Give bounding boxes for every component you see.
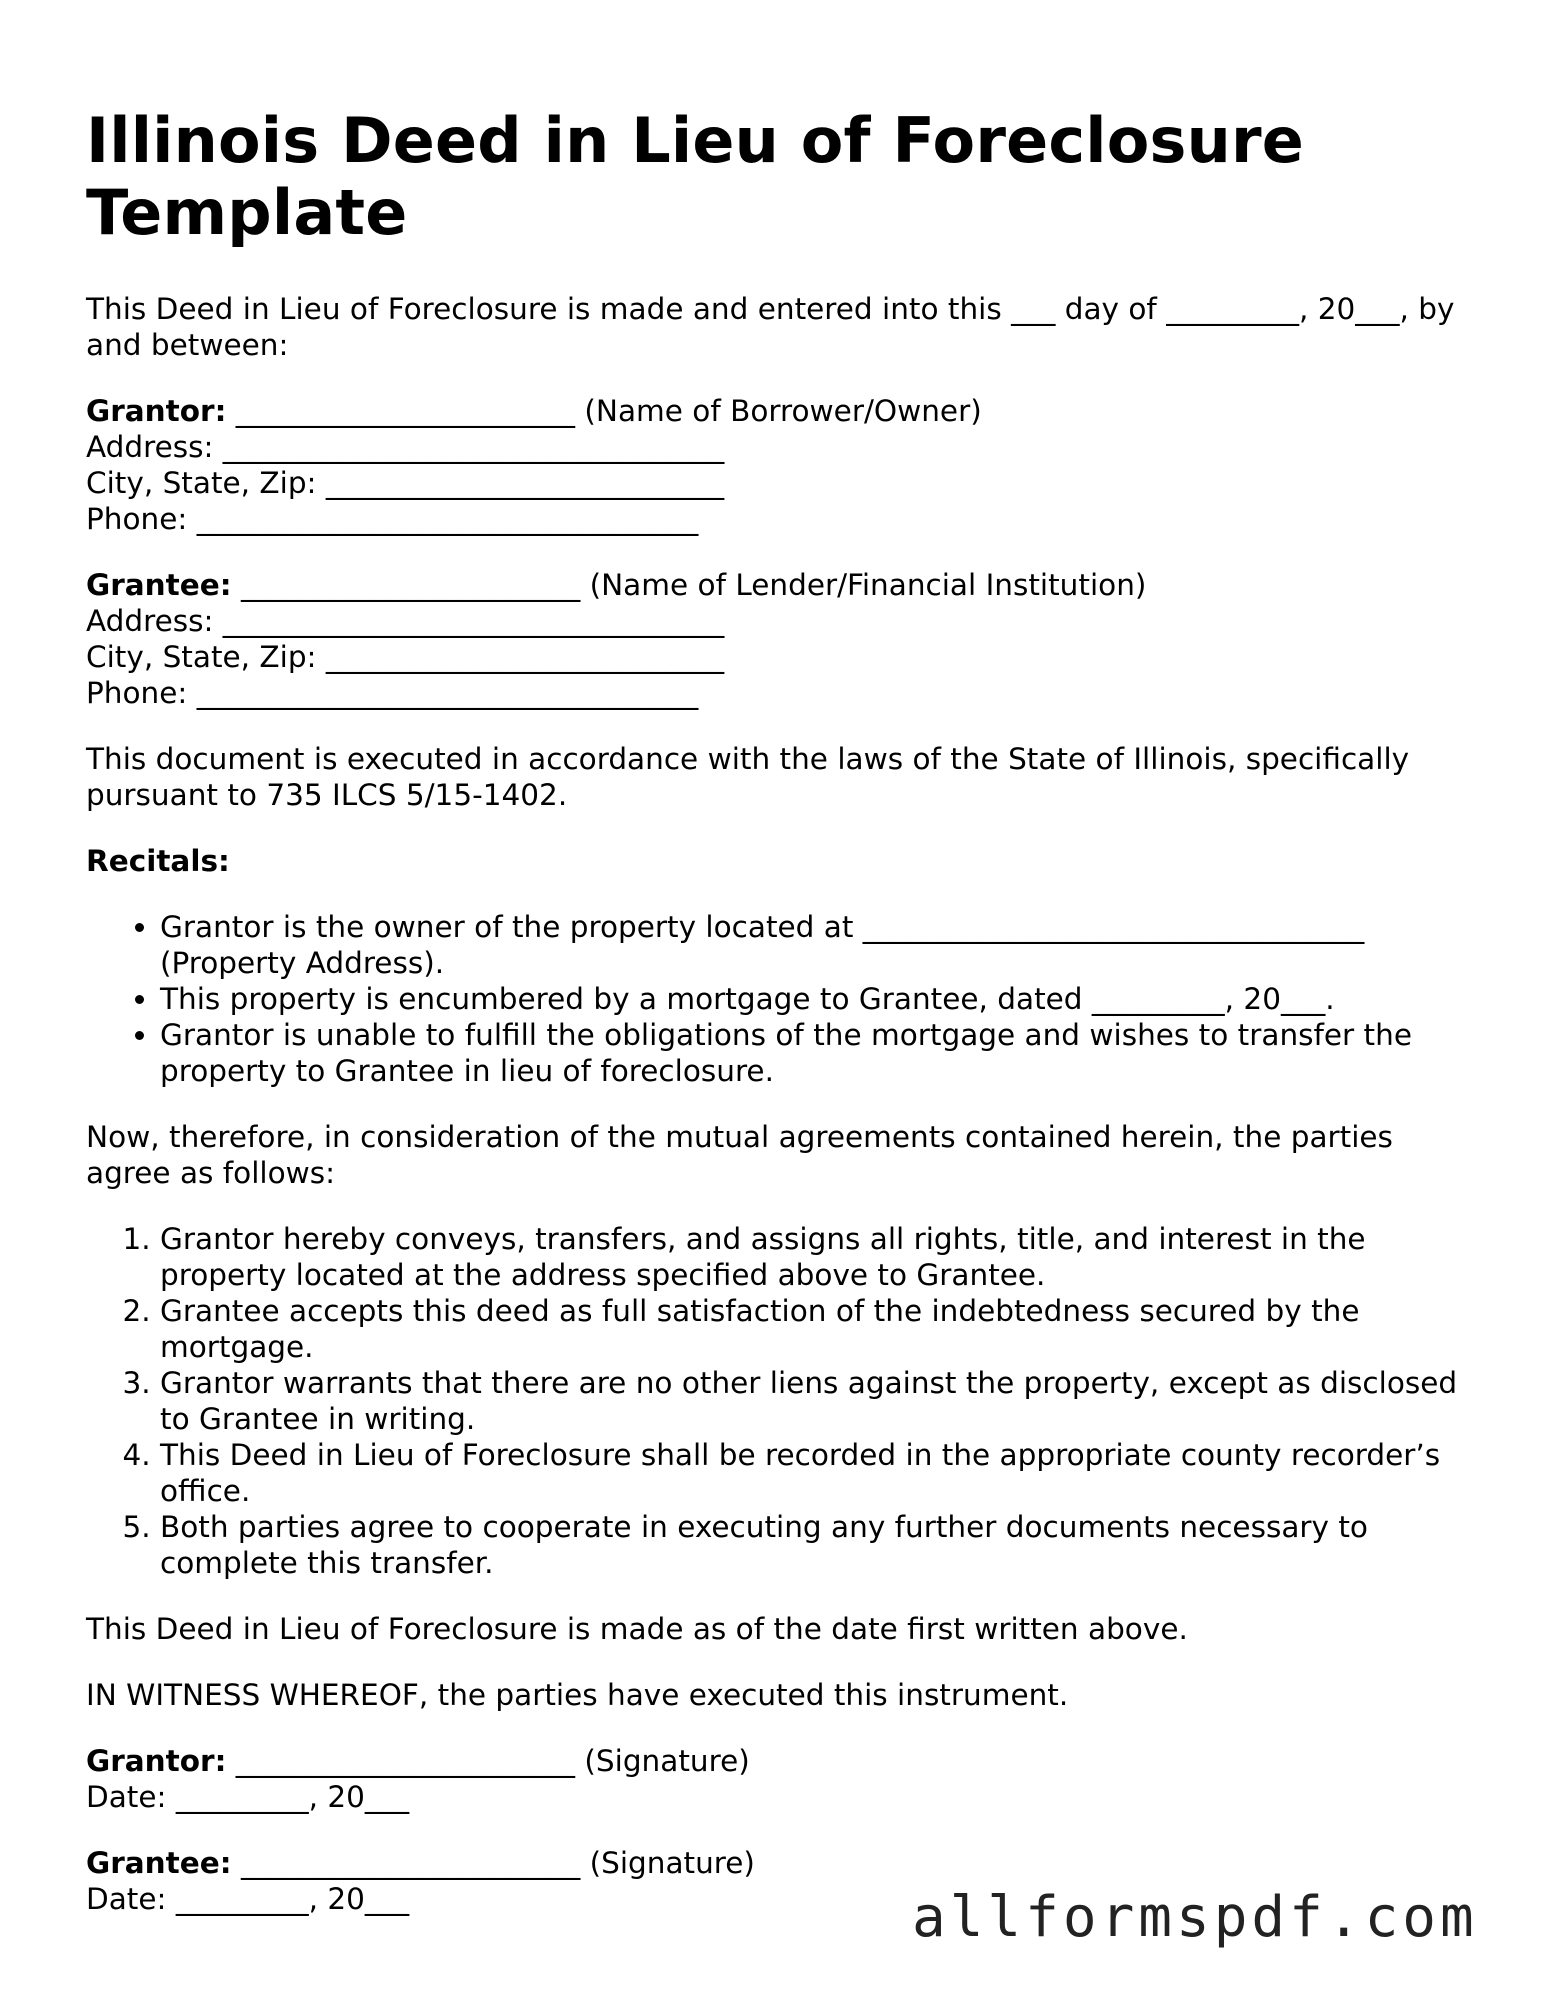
grantor-label: Grantor: [86, 394, 227, 428]
grantor-block [86, 393, 1466, 537]
grantor-address: Address: __________________________________ [86, 430, 725, 464]
agreements-list [86, 1221, 1466, 1581]
grantee-signature-field: _______________________ (Signature) [231, 1846, 755, 1880]
grantee-block [86, 567, 1466, 711]
witness-paragraph: IN WITNESS WHEREOF, the parties have executed this instrument. [86, 1678, 1069, 1712]
grantee-address: Address: __________________________________ [86, 604, 725, 638]
agreement-item: 4. This Deed in Lieu of Foreclosure shall be recorded in the appropriate county recorder’s office. [160, 1437, 1466, 1509]
grantor-phone: Phone: __________________________________ [86, 502, 699, 536]
recital-item: • Grantor is the owner of the property located at __________________________________ (Property Address). [160, 909, 1466, 981]
grantee-signature-line [86, 1845, 1466, 1881]
grantor-name-line [86, 393, 1466, 429]
grantor-signature-field: _______________________ (Signature) [226, 1744, 750, 1778]
agreement-item: 2. Grantee accepts this deed as full satisfaction of the indebtedness secured by the mortgage. [160, 1293, 1466, 1365]
recitals-heading: Recitals: [86, 844, 230, 878]
grantor-signature-label: Grantor: [86, 1744, 227, 1778]
consideration-paragraph: Now, therefore, in consideration of the mutual agreements contained herein, the parties agree as follows: [86, 1120, 1393, 1190]
grantor-name-field: _______________________ (Name of Borrower/Owner) [226, 394, 982, 428]
document-title: Illinois Deed in Lieu of Foreclosure Template [86, 104, 1305, 249]
agreement-item: 5. Both parties agree to cooperate in executing any further documents necessary to complete this transfer. [160, 1509, 1466, 1581]
grantor-signature-date: Date: _________, 20___ [86, 1780, 410, 1814]
document-page [86, 105, 1466, 1947]
recital-item: • This property is encumbered by a mortgage to Grantee, dated _________, 20___. [160, 981, 1466, 1017]
intro-paragraph: This Deed in Lieu of Foreclosure is made and entered into this ___ day of _________, 20___, by and between: [86, 292, 1455, 362]
grantor-signature-block [86, 1743, 1466, 1815]
recitals-list [86, 909, 1466, 1089]
grantee-city: City, State, Zip: ___________________________ [86, 640, 725, 674]
grantee-name-line [86, 567, 1466, 603]
grantee-name-field: _______________________ (Name of Lender/Financial Institution) [231, 568, 1147, 602]
watermark-text: allformspdf.com [912, 1885, 1478, 1950]
grantee-signature-label: Grantee: [86, 1846, 232, 1880]
agreement-item: 3. Grantor warrants that there are no other liens against the property, except as disclosed to Grantee in writing. [160, 1365, 1466, 1437]
made-as-of-paragraph: This Deed in Lieu of Foreclosure is made as of the date first written above. [86, 1612, 1188, 1646]
law-statement: This document is executed in accordance with the laws of the State of Illinois, specifically pursuant to 735 ILCS 5/15-1402. [86, 742, 1410, 812]
grantor-signature-line [86, 1743, 1466, 1779]
recital-item: • Grantor is unable to fulfill the obligations of the mortgage and wishes to transfer the property to Grantee in lieu of foreclosure. [160, 1017, 1466, 1089]
grantee-label: Grantee: [86, 568, 232, 602]
grantee-phone: Phone: __________________________________ [86, 676, 699, 710]
agreement-item: 1. Grantor hereby conveys, transfers, and assigns all rights, title, and interest in the property located at the address specified above to Grantee. [160, 1221, 1466, 1293]
grantee-signature-date: Date: _________, 20___ [86, 1882, 410, 1916]
grantor-city: City, State, Zip: ___________________________ [86, 466, 725, 500]
